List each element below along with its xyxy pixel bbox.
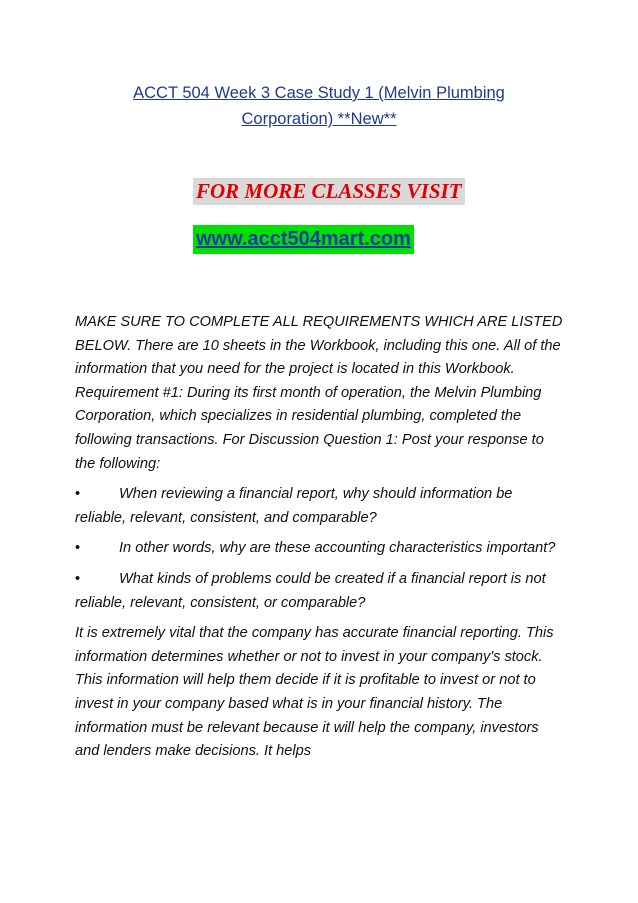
intro-paragraph: MAKE SURE TO COMPLETE ALL REQUIREMENTS WHICH ARE LISTED BELOW. There are 10 sheets in the Workbook, including this one. All of the information that you need for the project is located in this Workbook. Requirement #1: During its first month of operation, the Melvin Plumbing Corporation, which specializes in residential plumbing, completed the following transactions. For Discussion Question 1: Post your response to the following: — [75, 314, 563, 472]
bullet-marker: • — [75, 486, 81, 503]
bullet-text: In other words, why are these accounting characteristics important? — [119, 540, 556, 557]
bullet-text: When reviewing a financial report, why should information be reliable, relevant, consistent, and comparable? — [75, 486, 513, 526]
bullet-item-2 — [75, 537, 565, 561]
document-title-line-2[interactable] — [76, 107, 562, 131]
promo-heading: FOR MORE CLASSES VISIT — [193, 178, 465, 205]
bullet-item-3 — [75, 568, 565, 615]
website-link[interactable]: www.acct504mart.com — [193, 225, 414, 254]
body-text — [75, 311, 565, 771]
closing-paragraph: It is extremely vital that the company has accurate financial reporting. This information determines whether or not to invest in your company's stock. This information will help them decide if it is profitable to invest or not to invest in your company based what is in your financial history. The information must be relevant because it will help the company, investors and lenders make decisions. It helps — [75, 625, 554, 760]
title-link-text-2[interactable]: Corporation) **New** — [241, 110, 397, 128]
bullet-text: What kinds of problems could be created if a financial report is not reliable, relevant, consistent, or comparable? — [75, 570, 546, 611]
bullet-marker: • — [75, 570, 81, 587]
bullet-item-1 — [75, 483, 565, 530]
title-link-text-1[interactable]: ACCT 504 Week 3 Case Study 1 (Melvin Plumbing — [133, 84, 505, 102]
bullet-marker: • — [75, 540, 81, 557]
document-title-line-1[interactable] — [76, 81, 562, 105]
